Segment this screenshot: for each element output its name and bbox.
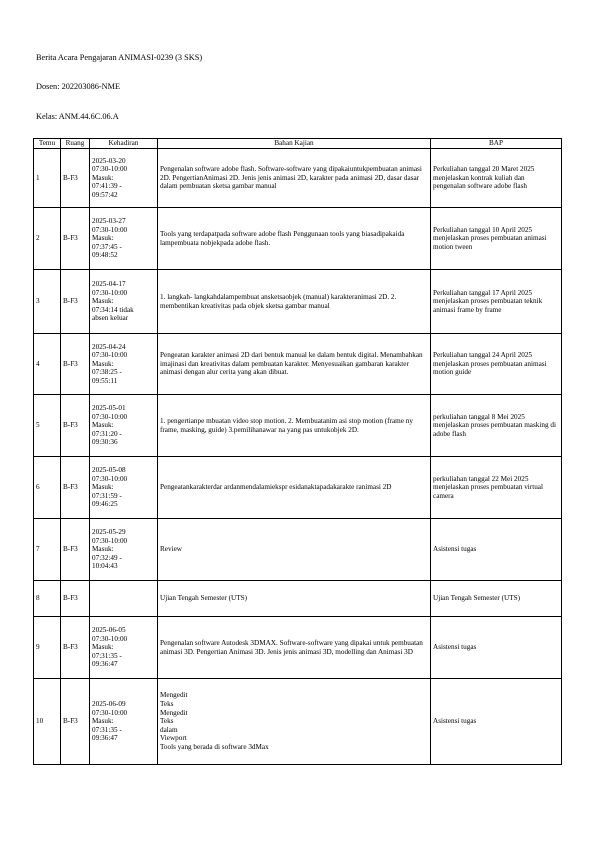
- table-row: [34, 270, 562, 334]
- cell-bahan-kajian: 1. langkah- langkahdalampembuat ansketsaobjek (manual) karakteranimasi 2D. 2. membentikan kreativitas pada objek sketsa gambar manual: [158, 270, 431, 334]
- lecturer-line: Dosen: 202203086-NME: [36, 82, 121, 91]
- cell-ruang: B-F3: [61, 519, 90, 581]
- column-header-temu: Temu: [34, 139, 61, 149]
- table-row: [34, 208, 562, 270]
- cell-bap: Asistensi tugas: [431, 679, 562, 765]
- cell-bahan-kajian: Pengeatankarakterdar ardanmendalamiekspr esidanaktapadakarakte ranimasi 2D: [158, 457, 431, 519]
- cell-kehadiran: 2025-03-27 07:30-10:00 Masuk: 07:37:45 - 09:48:52: [90, 208, 158, 270]
- cell-ruang: B-F3: [61, 334, 90, 395]
- cell-kehadiran: 2025-04-24 07:30-10:00 Masuk: 07:38:25 - 09:55:11: [90, 334, 158, 395]
- cell-bahan-kajian: Tools yang terdapatpada software adobe flash Penggunaan tools yang biasadipakaida lampembuata nobjekpada adobe flash.: [158, 208, 431, 270]
- table-row: [34, 395, 562, 457]
- cell-temu: 5: [34, 395, 61, 457]
- cell-ruang: B-F3: [61, 270, 90, 334]
- cell-ruang: B-F3: [61, 679, 90, 765]
- class-line: Kelas: ANM.44.6C.06.A: [36, 112, 119, 121]
- table-row: [34, 617, 562, 679]
- table-row: [34, 149, 562, 208]
- table-row: [34, 519, 562, 581]
- cell-temu: 8: [34, 581, 61, 617]
- cell-ruang: B-F3: [61, 208, 90, 270]
- column-header-bahan-kajian: Bahan Kajian: [158, 139, 431, 149]
- column-header-ruang: Ruang: [61, 139, 90, 149]
- column-header-kehadiran: Kehadiran: [90, 139, 158, 149]
- table-row: [34, 334, 562, 395]
- cell-temu: 10: [34, 679, 61, 765]
- cell-ruang: B-F3: [61, 395, 90, 457]
- table-row: [34, 581, 562, 617]
- cell-bap: Perkuliahan tanggal 20 Maret 2025 menjelaskan kontrak kuliah dan pengenalan software adobe flash: [431, 149, 562, 208]
- cell-bahan-kajian: Pengeatan karakter animasi 2D dari bentuk manual ke dalam bentuk digital. Menambahkan imajinasi dan kreativitas dalam pembuatan karakter. Menyesuaikan gambaran karakter animasi dengan alur cerita yang akan dibuat.: [158, 334, 431, 395]
- cell-kehadiran: 2025-04-17 07:30-10:00 Masuk: 07:34:14 tidak absen keluar: [90, 270, 158, 334]
- cell-ruang: B-F3: [61, 581, 90, 617]
- cell-kehadiran: 2025-05-01 07:30-10:00 Masuk: 07:31:20 - 09:30:36: [90, 395, 158, 457]
- column-header-bap: BAP: [431, 139, 562, 149]
- cell-kehadiran: 2025-06-05 07:30-10:00 Masuk: 07:31:35 - 09:36:47: [90, 617, 158, 679]
- cell-bap: Asistensi tugas: [431, 519, 562, 581]
- cell-bap: perkuliahan tanggal 22 Mei 2025 menjelaskan proses pembuatan virtual camera: [431, 457, 562, 519]
- cell-bap: Perkuliahan tanggal 17 April 2025 menjelaskan proses pembuatan teknik animasi frame by frame: [431, 270, 562, 334]
- document-title: Berita Acara Pengajaran ANIMASI-0239 (3 SKS): [36, 53, 203, 62]
- cell-kehadiran: 2025-05-29 07:30-10:00 Masuk: 07:32:49 - 10:04:43: [90, 519, 158, 581]
- cell-ruang: B-F3: [61, 617, 90, 679]
- cell-temu: 4: [34, 334, 61, 395]
- cell-temu: 7: [34, 519, 61, 581]
- cell-temu: 9: [34, 617, 61, 679]
- cell-kehadiran: 2025-05-08 07:30-10:00 Masuk: 07:31:59 - 09:46:25: [90, 457, 158, 519]
- cell-temu: 3: [34, 270, 61, 334]
- table-row: [34, 457, 562, 519]
- cell-bap: Asistensi tugas: [431, 617, 562, 679]
- cell-temu: 6: [34, 457, 61, 519]
- cell-bahan-kajian: Review: [158, 519, 431, 581]
- cell-bahan-kajian: Pengenalan software adobe flash. Software-software yang dipakaiuntukpembuatan animasi 2D. PengertianAnimasi 2D. Jenis jenis animasi 2D, karakter pada animasi 2D, dasar dasar dalam pembuatan sketsa gambar manual: [158, 149, 431, 208]
- cell-bahan-kajian: Pengenalan software Autodesk 3DMAX. Software-software yang dipakai untuk pembuatan animasi 3D. Pengertian Animasi 3D. Jenis jenis animasi 3D, modelling dan Animasi 3D: [158, 617, 431, 679]
- cell-ruang: B-F3: [61, 149, 90, 208]
- teaching-record-table: [33, 138, 562, 765]
- table-header-row: [34, 139, 562, 149]
- cell-bahan-kajian: Ujian Tengah Semester (UTS): [158, 581, 431, 617]
- cell-bap: Ujian Tengah Semester (UTS): [431, 581, 562, 617]
- table-row: [34, 679, 562, 765]
- cell-kehadiran: [90, 581, 158, 617]
- cell-kehadiran: 2025-03-20 07:30-10:00 Masuk: 07:41:39 - 09:57:42: [90, 149, 158, 208]
- cell-temu: 2: [34, 208, 61, 270]
- cell-bahan-kajian: 1. pengertianpe mbuatan video stop motion. 2. Membuatanim asi stop motion (frame ny frame, masking, guide) 3.pemilihanawar na yang pas untukobjek 2D.: [158, 395, 431, 457]
- cell-kehadiran: 2025-06-09 07:30-10:00 Masuk: 07:31:35 - 09:36:47: [90, 679, 158, 765]
- cell-bap: perkuliahan tanggal 8 Mei 2025 menjelaskan proses pembuatan masking di adobe flash: [431, 395, 562, 457]
- cell-temu: 1: [34, 149, 61, 208]
- cell-bahan-kajian: Mengedit Teks Mengedit Teks dalam Viewport Tools yang berada di software 3dMax: [158, 679, 431, 765]
- cell-ruang: B-F3: [61, 457, 90, 519]
- cell-bap: Perkuliahan tanggal 10 April 2025 menjelaskan proses pembuatan animasi motion tween: [431, 208, 562, 270]
- cell-bap: Perkuliahan tanggal 24 April 2025 menjelaskan proses pembuatan animasi motion guide: [431, 334, 562, 395]
